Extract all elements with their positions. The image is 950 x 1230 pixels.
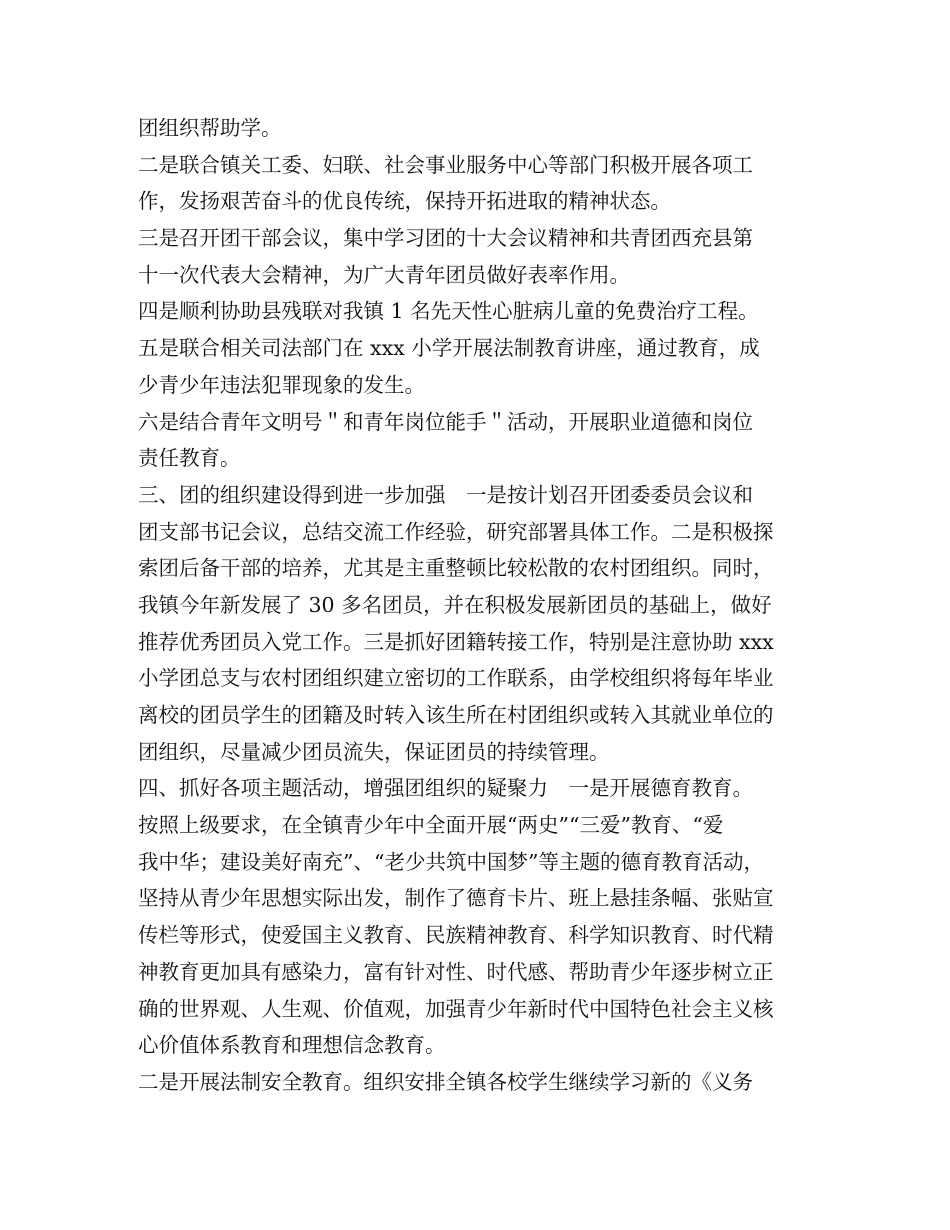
document-body — [138, 110, 828, 1101]
text-line: 传栏等形式，使爱国主义教育、民族精神教育、科学知识教育、时代精 — [138, 923, 774, 948]
text-line: 三、团的组织建设得到进一步加强 一是按计划召开团委委员会议和 — [138, 482, 753, 507]
text-line: 我镇今年新发展了 30 多名团员，并在积极发展新团员的基础上，做好 — [138, 592, 772, 617]
text-line: 四、抓好各项主题活动，增强团组织的疑聚力 一是开展德育教育。 — [138, 776, 753, 801]
text-line: 我中华；建设美好南充”、“老少共筑中国梦”等主题的德育教育活动， — [138, 849, 764, 874]
text-line: 责任教育。 — [138, 446, 241, 471]
text-line: 神教育更加具有感染力，富有针对性、时代感、帮助青少年逐步树立正 — [138, 959, 774, 984]
text-line: 二是开展法制安全教育。组织安排全镇各校学生继续学习新的《义务 — [138, 1069, 753, 1094]
text-line: 团组织，尽量减少团员流失，保证团员的持续管理。 — [138, 739, 610, 764]
text-line: 按照上级要求，在全镇青少年中全面开展“两史”“三爱”教育、“爱 — [138, 813, 724, 838]
text-line: 心价值体系教育和理想信念教育。 — [138, 1033, 446, 1058]
text-line: 离校的团员学生的团籍及时转入该生所在村团组织或转入其就业单位的 — [138, 703, 774, 727]
text-line: 作，发扬艰苦奋斗的优良传统，保持开拓进取的精神状态。 — [138, 189, 671, 214]
text-line: 小学团总支与农村团组织建立密切的工作联系，由学校组织将每年毕业 — [138, 666, 774, 691]
text-line: 团支部书记会议，总结交流工作经验，研究部署具体工作。二是积极探 — [138, 519, 774, 544]
text-line: 坚持从青少年思想实际出发，制作了德育卡片、班上悬挂条幅、张贴宣 — [138, 886, 774, 911]
text-line: 十一次代表大会精神，为广大青年团员做好表率作用。 — [138, 262, 630, 287]
text-line: 四是顺利协助县残联对我镇 1 名先天性心脏病儿童的免费治疗工程。 — [138, 299, 759, 324]
text-line: 少青少年违法犯罪现象的发生。 — [138, 372, 425, 397]
text-line: 六是结合青年文明号＂和青年岗位能手＂活动，开展职业道德和岗位 — [138, 409, 753, 434]
text-line: 推荐优秀团员入党工作。三是抓好团籍转接工作，特别是注意协助 xxx — [138, 629, 774, 654]
text-line: 二是联合镇关工委、妇联、社会事业服务中心等部门积极开展各项工 — [138, 152, 753, 177]
text-line: 五是联合相关司法部门在 xxx 小学开展法制教育讲座，通过教育，成 — [138, 336, 760, 361]
text-line: 确的世界观、人生观、价值观，加强青少年新时代中国特色社会主义核 — [138, 996, 774, 1021]
text-line: 索团后备干部的培养，尤其是主重整顿比较松散的农村团组织。同时， — [138, 556, 774, 581]
text-line: 三是召开团干部会议，集中学习团的十大会议精神和共青团西充县第 — [138, 226, 753, 251]
text-line: 团组织帮助学。 — [138, 116, 282, 140]
